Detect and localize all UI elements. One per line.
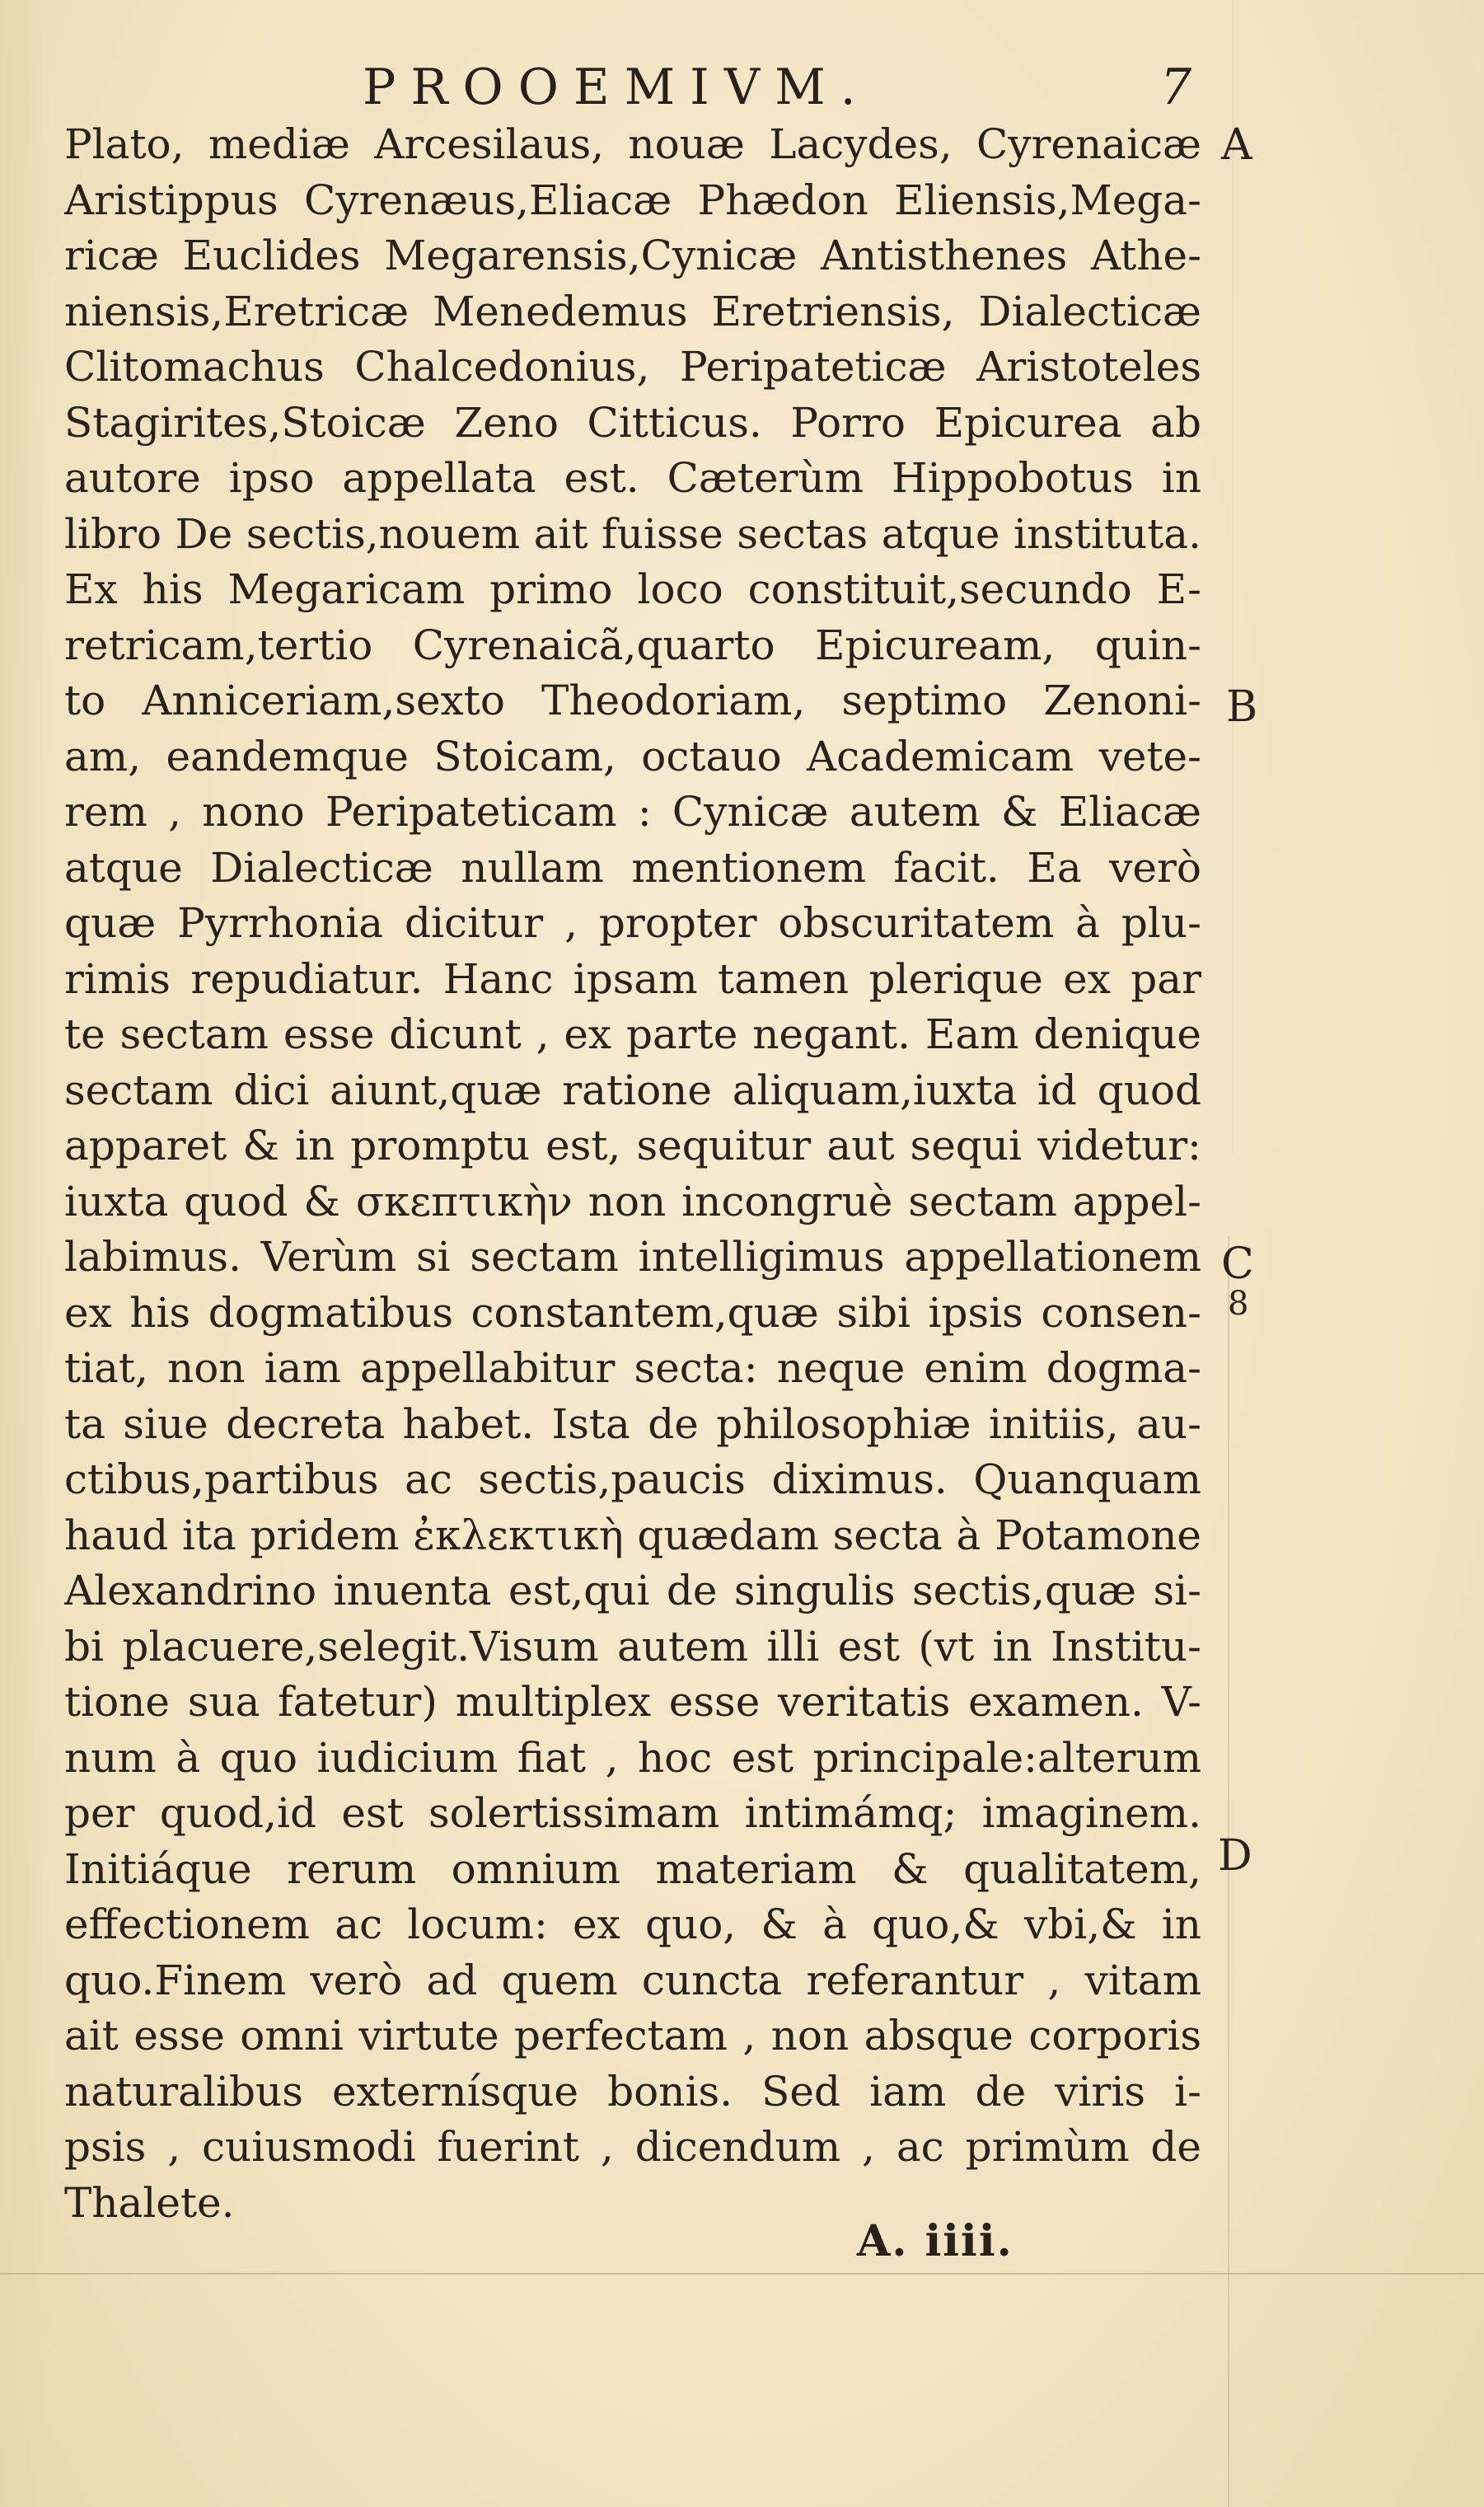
text-line: bi placuere,selegit.Visum autem illi est (vt in Institu- <box>64 1622 1201 1671</box>
text-line: labimus. Verùm si sectam intelligimus appellationem <box>64 1233 1201 1281</box>
text-line: to Anniceriam,sexto Theodoriam, septimo Zenoni- <box>64 677 1201 724</box>
text-line: Thalete. <box>64 2178 235 2227</box>
body-text <box>64 117 1201 2231</box>
text-line: rem , nono Peripateticam : Cynicæ autem & Eliacæ <box>64 788 1201 836</box>
text-line: te sectam esse dicunt , ex parte negant. Eam denique <box>64 1010 1201 1058</box>
text-line: Initiáque rerum omnium materiam & qualitatem, <box>64 1844 1201 1893</box>
margin-numeral: 8 <box>1228 1285 1249 1323</box>
text-line: iuxta quod & σκεπτικὴν non incongruè sectam appel- <box>64 1177 1201 1225</box>
text-line: tione sua fatetur) multiplex esse veritatis examen. V- <box>64 1678 1201 1726</box>
page-number: 7 <box>1160 59 1192 116</box>
text-line: haud ita pridem ἐκλεκτικὴ quædam secta à Potamone <box>64 1511 1201 1559</box>
text-line: ta siue decreta habet. Ista de philosophiæ initiis, au- <box>64 1399 1201 1448</box>
text-line: ex his dogmatibus constantem,quæ sibi ipsis consen- <box>64 1288 1201 1337</box>
text-line: Stagirites,Stoicæ Zeno Citticus. Porro Epicurea ab <box>64 398 1201 447</box>
margin-marker-b: B <box>1226 682 1258 732</box>
text-line: Clitomachus Chalcedonius, Peripateticæ Aristoteles <box>64 343 1201 391</box>
text-line: ricæ Euclides Megarensis,Cynicæ Antisthenes Athe- <box>64 232 1201 279</box>
text-line: atque Dialecticæ nullam mentionem facit. Ea verò <box>64 843 1201 892</box>
header-title: PROOEMIVM. <box>363 59 871 116</box>
text-line: Aristippus Cyrenæus,Eliacæ Phædon Eliensis,Mega- <box>64 176 1201 224</box>
text-line: libro De sectis,nouem ait fuisse sectas atque instituta. <box>64 509 1201 558</box>
text-line: num à quo iudicium fiat , hoc est principale:alterum <box>64 1733 1201 1782</box>
text-line: retricam,tertio Cyrenaicã,quarto Epicuream, quin- <box>64 621 1201 669</box>
crease-line <box>1233 0 1234 1154</box>
text-line: per quod,id est solertissimam intimámq; imaginem. <box>64 1789 1201 1837</box>
text-line: autore ipso appellata est. Cæterùm Hippobotus in <box>64 454 1201 502</box>
text-line: rimis repudiatur. Hanc ipsam tamen plerique ex par <box>64 954 1201 1003</box>
signature-mark: A. iiii. <box>857 2216 1014 2266</box>
text-line: ctibus,partibus ac sectis,paucis diximus. Quanquam <box>64 1455 1201 1503</box>
text-line: Ex his Megaricam primo loco constituit,secundo E- <box>64 565 1201 613</box>
binding-gutter <box>0 0 49 2507</box>
margin-marker-a: A <box>1221 120 1252 170</box>
text-line: Plato, mediæ Arcesilaus, nouæ Lacydes, Cyrenaicæ <box>64 120 1201 168</box>
text-line: niensis,Eretricæ Menedemus Eretriensis, Dialecticæ <box>64 287 1201 335</box>
text-line: sectam dici aiunt,quæ ratione aliquam,iuxta id quod <box>64 1066 1201 1114</box>
text-line: Alexandrino inuenta est,qui de singulis sectis,quæ si- <box>64 1567 1201 1614</box>
text-line: quo.Finem verò ad quem cuncta referantur , vitam <box>64 1956 1201 2004</box>
text-line: am, eandemque Stoicam, octauo Academicam vete- <box>64 732 1201 780</box>
text-line: tiat, non iam appellabitur secta: neque enim dogma- <box>64 1344 1201 1392</box>
text-line: psis , cuiusmodi fuerint , dicendum , ac primùm de <box>64 2123 1201 2171</box>
margin-marker-d: D <box>1218 1831 1252 1881</box>
running-header <box>0 54 1484 120</box>
paper-edge-line <box>0 2273 1484 2275</box>
text-line: effectionem ac locum: ex quo, & à quo,& vbi,& in <box>64 1900 1201 1948</box>
text-line: apparet & in promptu est, sequitur aut sequi videtur: <box>64 1122 1201 1169</box>
margin-marker-c: C <box>1221 1239 1254 1289</box>
text-line: quæ Pyrrhonia dicitur , propter obscuritatem à plu- <box>64 899 1201 947</box>
text-line: naturalibus externísque bonis. Sed iam de viris i- <box>64 2067 1201 2116</box>
text-line: ait esse omni virtute perfectam , non absque corporis <box>64 2012 1201 2059</box>
